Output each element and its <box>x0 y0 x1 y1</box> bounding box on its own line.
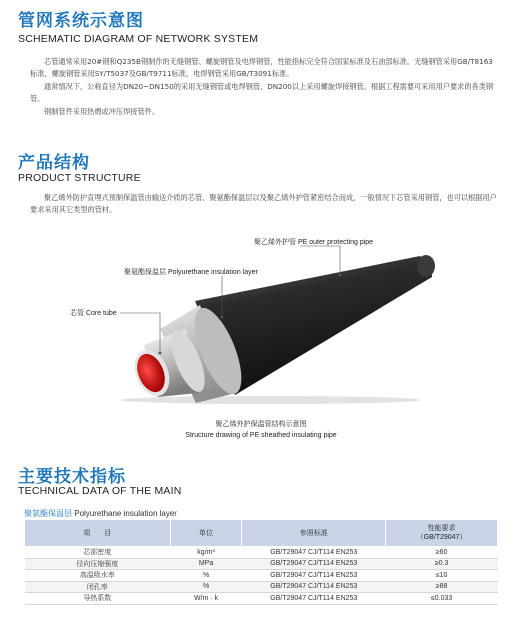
callout-insulation-layer: 聚氨酯保温层 Polyurethane insulation layer <box>124 269 258 276</box>
header-requirement <box>386 520 498 547</box>
header-standard: 参照标准 <box>242 520 386 547</box>
cell-standard: GB/T29047 CJ/T114 EN253 <box>242 547 386 559</box>
table-row <box>25 593 498 605</box>
table-row <box>25 570 498 582</box>
leader-outer <box>300 246 340 275</box>
cell-unit: MPa <box>170 558 242 570</box>
header-requirement-line1: 性能要求 <box>427 525 456 532</box>
tech-title-cn: 主要技术指标 <box>18 467 126 487</box>
structure-paragraph: 聚乙烯外防护直埋式预制保温管由输送介质的芯管、聚氨酯保温层以及聚乙烯外护管紧密结合而成，一般情况下芯管采用钢管，也可以根据用户要求采用其它类型的管材。 <box>30 193 497 215</box>
callout-outer-pipe: 聚乙烯外护管 PE outer protecting pipe <box>254 239 374 246</box>
cell-requirement: ≥88 <box>386 581 498 593</box>
cell-requirement: ≤0.033 <box>386 593 498 605</box>
cell-unit: W/m · k <box>170 593 242 605</box>
cell-standard: GB/T29047 CJ/T114 EN253 <box>242 581 386 593</box>
cell-requirement: ≥0.3 <box>386 558 498 570</box>
cell-standard: GB/T29047 CJ/T114 EN253 <box>242 570 386 582</box>
tech-subtitle-en: Polyurethane insulation layer <box>74 509 177 518</box>
network-title-en: SCHEMATIC DIAGRAM OF NETWORK SYSTEM <box>18 33 259 45</box>
cell-item: 高温吸水率 <box>25 570 171 582</box>
tech-subtitle <box>24 508 177 519</box>
header-unit: 单位 <box>170 520 242 547</box>
pe-outer-pipe-end <box>417 255 435 277</box>
network-paragraph-3: 钢制管件采用热煨或冲压焊接管件。 <box>44 106 160 116</box>
cell-item: 径向压缩强度 <box>25 558 171 570</box>
structure-description <box>30 192 500 217</box>
cell-item: 导热系数 <box>25 593 171 605</box>
header-item: 项 目 <box>25 520 171 547</box>
table-row <box>25 547 498 559</box>
cell-unit: kg/m³ <box>170 547 242 559</box>
network-title-cn: 管网系统示意图 <box>18 11 144 31</box>
network-paragraph-2: 通常情况下，公称直径为DN20~DN150的采用无缝钢管或电焊钢管，DN200以上采用螺旋焊接钢管。根据工程需要可采用用户要求的各类钢管。 <box>30 81 494 104</box>
diagram-caption-cn: 聚乙烯外护保温管结构示意图 <box>215 421 307 428</box>
cell-unit: % <box>170 581 242 593</box>
cell-requirement: ≤10 <box>386 570 498 582</box>
tech-subtitle-cn: 聚氨酯保温层 <box>24 509 72 518</box>
tech-data-table <box>24 519 498 605</box>
structure-title-cn: 产品结构 <box>18 153 90 173</box>
cell-requirement: ≥60 <box>386 547 498 559</box>
structure-title-en: PRODUCT STRUCTURE <box>18 172 141 184</box>
diagram-caption-en: Structure drawing of PE sheathed insulating pipe <box>185 432 337 439</box>
cell-standard: GB/T29047 CJ/T114 EN253 <box>242 593 386 605</box>
network-paragraph-1: 芯管通常采用20#钢和Q235B钢制作的无缝钢管、螺旋钢管及电焊钢管，性能指标完全符合国家标准及石油部标准。无缝钢管采用GB/T8163标准，螺旋钢管采用SY/T5037及GB/T9711标准，电焊钢管采用GB/T3091标准。 <box>30 57 493 79</box>
network-description <box>30 56 500 118</box>
table-row <box>25 558 498 570</box>
tech-title-en: TECHNICAL DATA OF THE MAIN <box>18 485 182 497</box>
cell-standard: GB/T29047 CJ/T114 EN253 <box>242 558 386 570</box>
pipe-shadow <box>120 396 420 404</box>
cell-item: 闭孔率 <box>25 581 171 593</box>
cell-item: 芯部密度 <box>25 547 171 559</box>
header-requirement-line2: （GB/T29047） <box>416 534 467 541</box>
table-header-row <box>25 520 498 547</box>
cell-unit: % <box>170 570 242 582</box>
callout-core-tube: 芯管 Core tube <box>70 310 117 317</box>
table-row <box>25 581 498 593</box>
